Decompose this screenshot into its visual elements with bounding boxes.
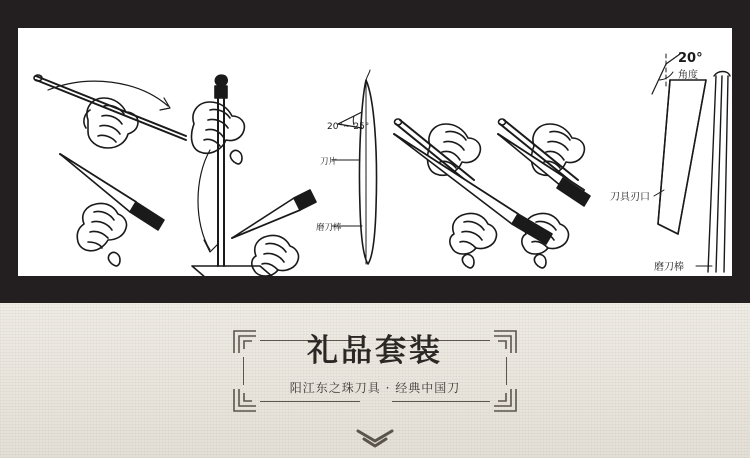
illustration-frame [18,28,732,276]
knife-sharpening-illustration [18,28,732,276]
panel-6-edge-label: 刀具刃口 [610,192,650,203]
banner-rule-bottom-left [260,401,360,402]
banner-rule-bottom-right [392,401,490,402]
banner-title: 礼品套装 [307,333,443,369]
banner [232,329,518,413]
panel-3-steel-label: 磨刀棒 [316,223,342,233]
panel-6-angle-value: 20° [678,51,703,66]
gift-set-banner-panel [0,303,750,458]
double-chevron-down-icon [352,427,398,449]
panel-6-steel-label: 磨刀棒 [654,262,684,273]
panel-6-angle-caption: 角度 [678,70,698,81]
scroll-hint[interactable] [352,427,398,449]
panel-3-blade-label: 刀片 [320,157,338,167]
panel-3-angle-label: 20°~ 25° [327,122,370,132]
banner-subtitle: 阳江东之珠刀具 · 经典中国刀 [289,381,461,395]
